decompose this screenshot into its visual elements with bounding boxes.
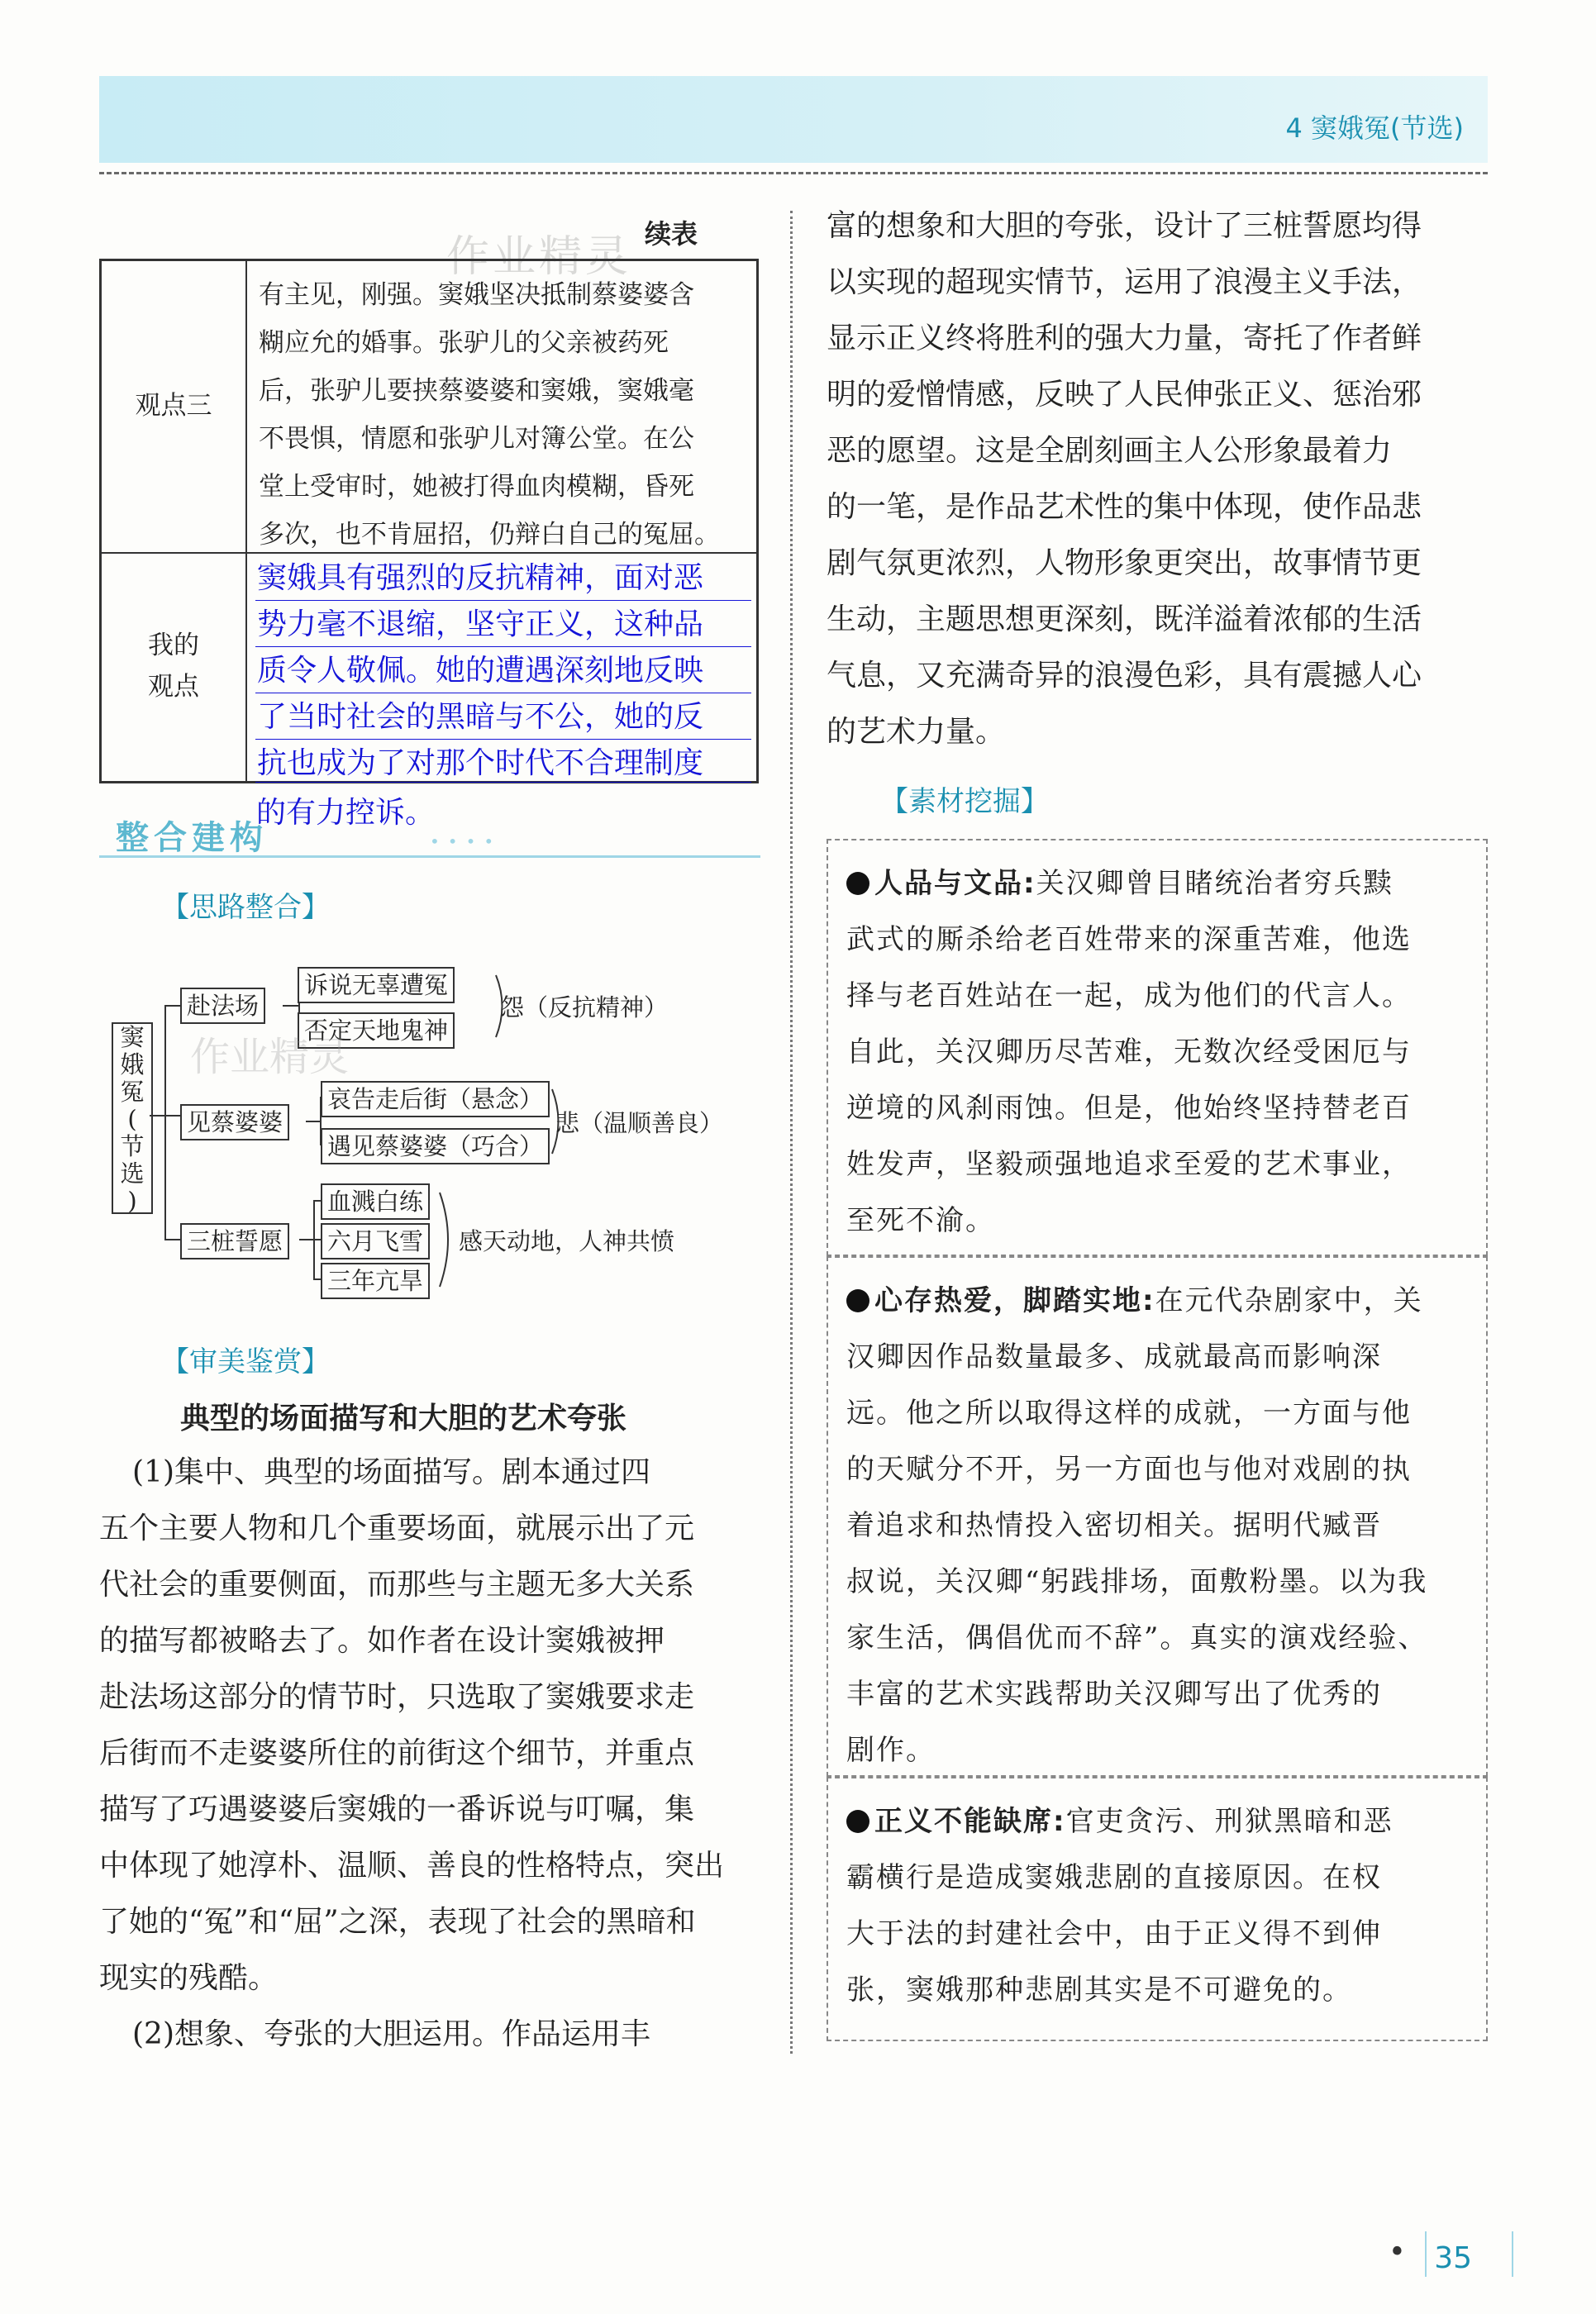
material-box-justice — [827, 1777, 1488, 2041]
leaf-box: 遇见蔡婆婆（巧合） — [321, 1128, 550, 1164]
text-line: 多次，也不肯屈招，仍辩白自己的冤屈。 — [259, 520, 720, 550]
text-line: 汉卿因作品数量最多、成就最高而影响深 — [846, 1340, 1382, 1374]
text-line: 剧作。 — [846, 1734, 936, 1767]
branch-meet-mother-in-law: 见蔡婆婆 — [180, 1104, 289, 1140]
root-char: 窦 — [120, 1023, 145, 1051]
answer-line: 势力毫不退缩，坚守正义，这种品 — [257, 607, 704, 641]
row-label-view-three: 观点三 — [135, 391, 212, 421]
bullet-dot-icon — [846, 1289, 869, 1312]
aesthetic-right-column — [827, 198, 1488, 760]
text-line: 堂上受审时，她被打得血肉模糊，昏死 — [259, 472, 694, 502]
text-line: 中体现了她淳朴、温顺、善良的性格特点，突出 — [99, 1849, 725, 1883]
leaf-box: 三年亢旱 — [321, 1263, 430, 1299]
tag-aesthetic: 【审美鉴赏】 — [161, 1345, 330, 1378]
text-line: 现实的残酷。 — [99, 1961, 279, 1995]
aesthetic-title: 典型的场面描写和大胆的艺术夸张 — [180, 1402, 627, 1436]
answer-line: 质令人敬佩。她的遭遇深刻地反映 — [257, 654, 704, 688]
text-line: 姓发声，坚毅顽强地追求至爱的艺术事业， — [846, 1148, 1412, 1181]
leaf-box: 六月飞雪 — [321, 1223, 430, 1259]
bullet-dot-icon — [846, 872, 869, 895]
text-line: 显示正义终将胜利的强大力量，寄托了作者鲜 — [827, 321, 1422, 355]
leaf-box: 血溅白练 — [321, 1183, 430, 1220]
branch-result: 怨（反抗精神） — [500, 993, 669, 1021]
text-line: 五个主要人物和几个重要场面，就展示出了元 — [99, 1512, 695, 1545]
text-line: 了她的“冤”和“屈”之深，表现了社会的黑暗和 — [99, 1905, 696, 1939]
text-line: 剧气氛更浓烈，人物形象更突出，故事情节更 — [827, 546, 1422, 580]
text-line: 代社会的重要侧面，而那些与主题无多大关系 — [99, 1568, 695, 1602]
text-line: 有主见，刚强。窦娥坚决抵制蔡婆婆含 — [259, 280, 694, 310]
text-line: 以实现的超现实情节，运用了浪漫主义手法， — [827, 265, 1422, 299]
material-title: 正义不能缺席: — [874, 1805, 1066, 1838]
diagram-root — [112, 1022, 153, 1214]
answer-tail: 的有力控诉。 — [256, 796, 436, 830]
answer-line: 窦娥具有强烈的反抗精神，面对恶 — [257, 561, 704, 595]
leaf-box: 哀告走后街（悬念） — [321, 1081, 550, 1117]
text-line: 择与老百姓站在一起，成为他们的代言人。 — [846, 979, 1412, 1012]
text-line: 自此，关汉卿历尽苦难，无数次经受困厄与 — [846, 1036, 1412, 1069]
answer-line: 抗也成为了对那个时代不合理制度 — [257, 746, 704, 780]
leaf-box: 诉说无辜遭冤 — [298, 967, 455, 1003]
branch-result: 感天动地，人神共愤 — [459, 1227, 675, 1255]
text-line: 糊应允的婚事。张驴儿的父亲被药死 — [259, 328, 669, 358]
root-char: ( — [127, 1105, 137, 1133]
material-title: 心存热爱，脚踏实地: — [874, 1284, 1155, 1317]
text-line: 着追求和热情投入密切相关。据明代臧晋 — [846, 1509, 1382, 1542]
leaf-box: 否定天地鬼神 — [298, 1012, 455, 1049]
text-line: 叔说，关汉卿“躬践排场，面敷粉墨。以为我 — [846, 1565, 1428, 1598]
text-line: 后，张驴儿要挟蔡婆婆和窦娥，窦娥毫 — [259, 376, 694, 406]
branch-three-vows: 三桩誓愿 — [180, 1223, 289, 1259]
bullet-dot-icon — [846, 1810, 869, 1833]
text-line: 不畏惧，情愿和张驴儿对簿公堂。在公 — [259, 424, 694, 454]
text-line: 的艺术力量。 — [827, 715, 1006, 749]
text-line: 气息，又充满奇异的浪漫色彩，具有震撼人心 — [827, 659, 1422, 693]
watermark-diagram: 作业精灵 — [190, 1034, 350, 1080]
aesthetic-left-column — [99, 1445, 760, 2063]
material-box-character — [827, 839, 1488, 1256]
chapter-title: 4 窦娥冤(节选) — [1285, 112, 1464, 144]
text-line: 富的想象和大胆的夸张，设计了三桩誓愿均得 — [827, 209, 1422, 243]
text-line: (2)想象、夸张的大胆运用。作品运用丰 — [132, 2017, 650, 2051]
watermark: 作业精灵 — [446, 232, 632, 282]
root-char: ) — [127, 1187, 137, 1215]
material-box-passion — [827, 1256, 1488, 1777]
text-line: 家生活，偶倡优而不辞”。真实的演戏经验、 — [846, 1621, 1428, 1655]
row-label-my-view-2: 观点 — [148, 672, 199, 702]
material-title: 人品与文品: — [874, 867, 1036, 900]
root-char: 娥 — [120, 1050, 145, 1078]
heading-dots: •••• — [430, 831, 503, 851]
text-line: 恶的愿望。这是全剧刻画主人公形象最着力 — [827, 434, 1393, 468]
text-line: 在元代杂剧家中，关 — [1155, 1284, 1423, 1317]
continued-label: 续表 — [645, 218, 698, 250]
answer-line: 了当时社会的黑暗与不公，她的反 — [257, 700, 704, 734]
footer-bar — [1512, 2231, 1513, 2277]
text-line: 丰富的艺术实践帮助关汉卿写出了优秀的 — [846, 1678, 1382, 1711]
text-line: 赴法场这部分的情节时，只选取了窦娥要求走 — [99, 1680, 695, 1714]
row-label-my-view-1: 我的 — [148, 631, 199, 660]
text-line: 的描写都被略去了。如作者在设计窦娥被押 — [99, 1624, 665, 1658]
page-number: 35 — [1434, 2241, 1472, 2275]
text-line: 武式的厮杀给老百姓带来的深重苦难，他选 — [846, 923, 1412, 956]
root-char: 节 — [120, 1132, 145, 1160]
branch-result: 悲（温顺善良） — [555, 1109, 724, 1137]
tag-material: 【素材挖掘】 — [880, 785, 1049, 818]
branch-execution-ground: 赴法场 — [180, 988, 265, 1024]
text-line: 张，窦娥那种悲剧其实是不可避免的。 — [846, 1974, 1352, 2007]
text-line: 逆境的风刹雨蚀。但是，他始终坚持替老百 — [846, 1092, 1412, 1125]
text-line: (1)集中、典型的场面描写。剧本通过四 — [132, 1455, 650, 1489]
text-line: 描写了巧遇婆婆后窦娥的一番诉说与叮嘱，集 — [99, 1793, 695, 1826]
text-line: 后街而不走婆婆所住的前街这个细节，并重点 — [99, 1736, 695, 1770]
text-line: 远。他之所以取得这样的成就，一方面与他 — [846, 1397, 1412, 1430]
tag-thinking: 【思路整合】 — [161, 891, 330, 924]
root-char: 选 — [120, 1159, 145, 1188]
text-line: 至死不渝。 — [846, 1204, 995, 1237]
text-line: 关汉卿曾目睹统治者穷兵黩 — [1036, 867, 1394, 900]
text-line: 的天赋分不开，另一方面也与他对戏剧的执 — [846, 1453, 1412, 1486]
text-line: 官吏贪污、刑狱黑暗和恶 — [1065, 1805, 1394, 1838]
footer-bar — [1425, 2231, 1427, 2277]
text-line: 的一笔，是作品艺术性的集中体现，使作品悲 — [827, 490, 1422, 524]
text-line: 大于法的封建社会中，由于正义得不到伸 — [846, 1917, 1382, 1950]
text-line: 生动，主题思想更深刻，既洋溢着浓郁的生活 — [827, 602, 1422, 636]
text-line: 明的爱憎情感，反映了人民伸张正义、惩治邪 — [827, 378, 1422, 412]
footer-bullet: • — [1388, 2235, 1406, 2269]
root-char: 冤 — [120, 1078, 145, 1106]
section-heading: 整合建构 — [116, 819, 268, 857]
text-line: 霸横行是造成窦娥悲剧的直接原因。在权 — [846, 1861, 1382, 1894]
